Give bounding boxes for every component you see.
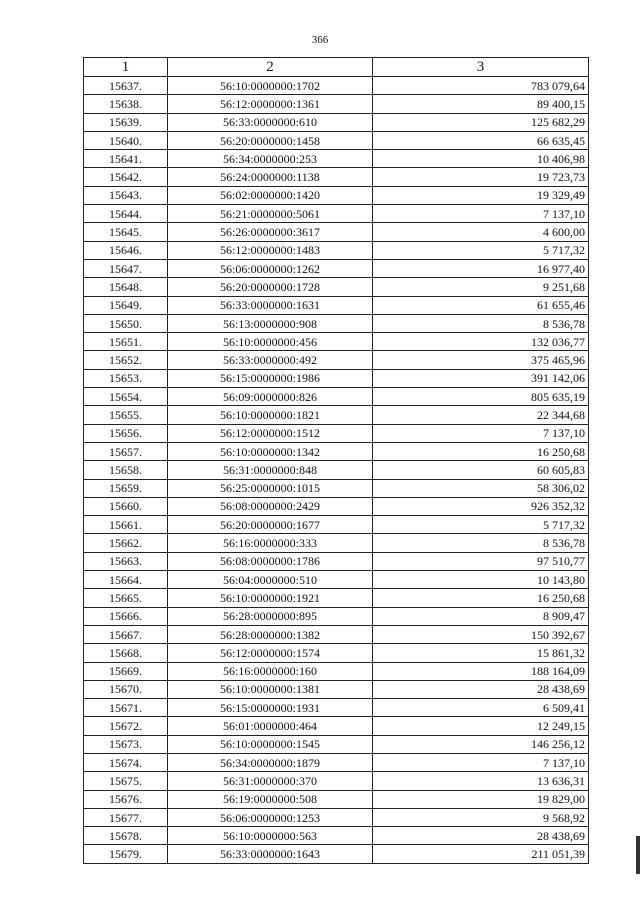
row-number-cell: 15651. bbox=[84, 333, 168, 351]
cadastral-number-cell: 56:02:0000000:1420 bbox=[168, 186, 373, 204]
value-cell: 12 249,15 bbox=[373, 717, 589, 735]
row-number-cell: 15667. bbox=[84, 625, 168, 643]
row-number-cell: 15657. bbox=[84, 442, 168, 460]
value-cell: 66 635,45 bbox=[373, 131, 589, 149]
cadastral-number-cell: 56:19:0000000:508 bbox=[168, 790, 373, 808]
row-number-cell: 15639. bbox=[84, 113, 168, 131]
table-body bbox=[84, 77, 589, 864]
table-row bbox=[84, 662, 589, 680]
row-number-cell: 15673. bbox=[84, 735, 168, 753]
value-cell: 19 329,49 bbox=[373, 186, 589, 204]
value-cell: 28 438,69 bbox=[373, 680, 589, 698]
row-number-cell: 15664. bbox=[84, 571, 168, 589]
value-cell: 5 717,32 bbox=[373, 516, 589, 534]
value-cell: 150 392,67 bbox=[373, 625, 589, 643]
row-number-cell: 15644. bbox=[84, 205, 168, 223]
table-row bbox=[84, 516, 589, 534]
table-row bbox=[84, 95, 589, 113]
cadastral-number-cell: 56:28:0000000:895 bbox=[168, 607, 373, 625]
row-number-cell: 15660. bbox=[84, 497, 168, 515]
cadastral-number-cell: 56:09:0000000:826 bbox=[168, 388, 373, 406]
cadastral-number-cell: 56:12:0000000:1574 bbox=[168, 644, 373, 662]
table-row bbox=[84, 241, 589, 259]
value-cell: 16 250,68 bbox=[373, 442, 589, 460]
value-cell: 16 977,40 bbox=[373, 259, 589, 277]
cadastral-number-cell: 56:16:0000000:160 bbox=[168, 662, 373, 680]
row-number-cell: 15669. bbox=[84, 662, 168, 680]
cadastral-number-cell: 56:34:0000000:253 bbox=[168, 150, 373, 168]
table-row bbox=[84, 808, 589, 826]
cadastral-number-cell: 56:10:0000000:1821 bbox=[168, 406, 373, 424]
value-cell: 6 509,41 bbox=[373, 699, 589, 717]
row-number-cell: 15679. bbox=[84, 845, 168, 863]
row-number-cell: 15648. bbox=[84, 278, 168, 296]
value-cell: 805 635,19 bbox=[373, 388, 589, 406]
cadastral-number-cell: 56:20:0000000:1677 bbox=[168, 516, 373, 534]
row-number-cell: 15663. bbox=[84, 552, 168, 570]
row-number-cell: 15666. bbox=[84, 607, 168, 625]
cadastral-number-cell: 56:04:0000000:510 bbox=[168, 571, 373, 589]
table-row bbox=[84, 77, 589, 95]
table-row bbox=[84, 461, 589, 479]
table-row bbox=[84, 644, 589, 662]
table-row bbox=[84, 186, 589, 204]
header-col-2: 2 bbox=[168, 58, 373, 77]
cadastral-number-cell: 56:15:0000000:1931 bbox=[168, 699, 373, 717]
cadastral-number-cell: 56:10:0000000:1545 bbox=[168, 735, 373, 753]
value-cell: 132 036,77 bbox=[373, 333, 589, 351]
value-cell: 391 142,06 bbox=[373, 369, 589, 387]
value-cell: 188 164,09 bbox=[373, 662, 589, 680]
value-cell: 60 605,83 bbox=[373, 461, 589, 479]
cadastral-number-cell: 56:12:0000000:1483 bbox=[168, 241, 373, 259]
value-cell: 16 250,68 bbox=[373, 589, 589, 607]
row-number-cell: 15654. bbox=[84, 388, 168, 406]
value-cell: 15 861,32 bbox=[373, 644, 589, 662]
cadastral-number-cell: 56:08:0000000:2429 bbox=[168, 497, 373, 515]
cadastral-number-cell: 56:10:0000000:1381 bbox=[168, 680, 373, 698]
table-row bbox=[84, 699, 589, 717]
value-cell: 8 536,78 bbox=[373, 314, 589, 332]
table-row bbox=[84, 571, 589, 589]
table-header bbox=[84, 58, 589, 77]
table-row bbox=[84, 753, 589, 771]
cadastral-number-cell: 56:10:0000000:1702 bbox=[168, 77, 373, 95]
row-number-cell: 15658. bbox=[84, 461, 168, 479]
row-number-cell: 15638. bbox=[84, 95, 168, 113]
table-row bbox=[84, 333, 589, 351]
table-row bbox=[84, 131, 589, 149]
row-number-cell: 15640. bbox=[84, 131, 168, 149]
value-cell: 10 143,80 bbox=[373, 571, 589, 589]
cadastral-number-cell: 56:28:0000000:1382 bbox=[168, 625, 373, 643]
table-row bbox=[84, 406, 589, 424]
row-number-cell: 15678. bbox=[84, 827, 168, 845]
table-row bbox=[84, 717, 589, 735]
row-number-cell: 15655. bbox=[84, 406, 168, 424]
value-cell: 9 251,68 bbox=[373, 278, 589, 296]
value-cell: 19 723,73 bbox=[373, 168, 589, 186]
table-row bbox=[84, 845, 589, 863]
row-number-cell: 15670. bbox=[84, 680, 168, 698]
cadastral-number-cell: 56:33:0000000:1631 bbox=[168, 296, 373, 314]
row-number-cell: 15642. bbox=[84, 168, 168, 186]
row-number-cell: 15641. bbox=[84, 150, 168, 168]
cadastral-number-cell: 56:13:0000000:908 bbox=[168, 314, 373, 332]
value-cell: 5 717,32 bbox=[373, 241, 589, 259]
row-number-cell: 15668. bbox=[84, 644, 168, 662]
cadastral-number-cell: 56:10:0000000:1921 bbox=[168, 589, 373, 607]
value-cell: 8 536,78 bbox=[373, 534, 589, 552]
table-row bbox=[84, 278, 589, 296]
row-number-cell: 15661. bbox=[84, 516, 168, 534]
table-row bbox=[84, 790, 589, 808]
row-number-cell: 15676. bbox=[84, 790, 168, 808]
row-number-cell: 15677. bbox=[84, 808, 168, 826]
cadastral-number-cell: 56:25:0000000:1015 bbox=[168, 479, 373, 497]
page-number: 366 bbox=[311, 34, 329, 46]
value-cell: 58 306,02 bbox=[373, 479, 589, 497]
cadastral-number-cell: 56:33:0000000:610 bbox=[168, 113, 373, 131]
row-number-cell: 15656. bbox=[84, 424, 168, 442]
row-number-cell: 15665. bbox=[84, 589, 168, 607]
cadastral-number-cell: 56:10:0000000:1342 bbox=[168, 442, 373, 460]
table-row bbox=[84, 625, 589, 643]
table-row bbox=[84, 314, 589, 332]
value-cell: 19 829,00 bbox=[373, 790, 589, 808]
table-row bbox=[84, 388, 589, 406]
table-row bbox=[84, 552, 589, 570]
value-cell: 97 510,77 bbox=[373, 552, 589, 570]
row-number-cell: 15652. bbox=[84, 351, 168, 369]
value-cell: 211 051,39 bbox=[373, 845, 589, 863]
cadastral-number-cell: 56:16:0000000:333 bbox=[168, 534, 373, 552]
cadastral-number-cell: 56:20:0000000:1728 bbox=[168, 278, 373, 296]
table-row bbox=[84, 442, 589, 460]
value-cell: 8 909,47 bbox=[373, 607, 589, 625]
table-row bbox=[84, 296, 589, 314]
table-row bbox=[84, 534, 589, 552]
table-row bbox=[84, 735, 589, 753]
table-row bbox=[84, 150, 589, 168]
value-cell: 4 600,00 bbox=[373, 223, 589, 241]
row-number-cell: 15645. bbox=[84, 223, 168, 241]
value-cell: 7 137,10 bbox=[373, 424, 589, 442]
table-row bbox=[84, 223, 589, 241]
value-cell: 375 465,96 bbox=[373, 351, 589, 369]
row-number-cell: 15646. bbox=[84, 241, 168, 259]
header-row bbox=[84, 58, 589, 77]
row-number-cell: 15647. bbox=[84, 259, 168, 277]
value-cell: 926 352,32 bbox=[373, 497, 589, 515]
table-row bbox=[84, 168, 589, 186]
cadastral-number-cell: 56:26:0000000:3617 bbox=[168, 223, 373, 241]
cadastral-number-cell: 56:06:0000000:1262 bbox=[168, 259, 373, 277]
value-cell: 146 256,12 bbox=[373, 735, 589, 753]
value-cell: 61 655,46 bbox=[373, 296, 589, 314]
table-row bbox=[84, 351, 589, 369]
value-cell: 22 344,68 bbox=[373, 406, 589, 424]
cadastral-number-cell: 56:01:0000000:464 bbox=[168, 717, 373, 735]
value-cell: 10 406,98 bbox=[373, 150, 589, 168]
row-number-cell: 15650. bbox=[84, 314, 168, 332]
value-cell: 9 568,92 bbox=[373, 808, 589, 826]
cadastral-number-cell: 56:33:0000000:1643 bbox=[168, 845, 373, 863]
table-row bbox=[84, 205, 589, 223]
cadastral-number-cell: 56:10:0000000:456 bbox=[168, 333, 373, 351]
cadastral-number-cell: 56:24:0000000:1138 bbox=[168, 168, 373, 186]
header-col-1: 1 bbox=[84, 58, 168, 77]
table-row bbox=[84, 259, 589, 277]
table-row bbox=[84, 589, 589, 607]
row-number-cell: 15674. bbox=[84, 753, 168, 771]
row-number-cell: 15659. bbox=[84, 479, 168, 497]
value-cell: 7 137,10 bbox=[373, 753, 589, 771]
value-cell: 28 438,69 bbox=[373, 827, 589, 845]
cadastral-number-cell: 56:15:0000000:1986 bbox=[168, 369, 373, 387]
cadastral-number-cell: 56:33:0000000:492 bbox=[168, 351, 373, 369]
table-row bbox=[84, 607, 589, 625]
register-table bbox=[83, 57, 589, 864]
header-col-3: 3 bbox=[373, 58, 589, 77]
cadastral-number-cell: 56:34:0000000:1879 bbox=[168, 753, 373, 771]
cadastral-number-cell: 56:31:0000000:848 bbox=[168, 461, 373, 479]
table-row bbox=[84, 680, 589, 698]
table-row bbox=[84, 479, 589, 497]
cadastral-number-cell: 56:12:0000000:1512 bbox=[168, 424, 373, 442]
cadastral-number-cell: 56:31:0000000:370 bbox=[168, 772, 373, 790]
value-cell: 7 137,10 bbox=[373, 205, 589, 223]
cadastral-number-cell: 56:06:0000000:1253 bbox=[168, 808, 373, 826]
cadastral-number-cell: 56:20:0000000:1458 bbox=[168, 131, 373, 149]
row-number-cell: 15662. bbox=[84, 534, 168, 552]
row-number-cell: 15649. bbox=[84, 296, 168, 314]
table-row bbox=[84, 827, 589, 845]
row-number-cell: 15643. bbox=[84, 186, 168, 204]
table-row bbox=[84, 113, 589, 131]
row-number-cell: 15637. bbox=[84, 77, 168, 95]
table-row bbox=[84, 369, 589, 387]
row-number-cell: 15675. bbox=[84, 772, 168, 790]
value-cell: 783 079,64 bbox=[373, 77, 589, 95]
value-cell: 89 400,15 bbox=[373, 95, 589, 113]
row-number-cell: 15653. bbox=[84, 369, 168, 387]
row-number-cell: 15672. bbox=[84, 717, 168, 735]
cadastral-number-cell: 56:21:0000000:5061 bbox=[168, 205, 373, 223]
cadastral-number-cell: 56:10:0000000:563 bbox=[168, 827, 373, 845]
table-row bbox=[84, 497, 589, 515]
table-row bbox=[84, 424, 589, 442]
page-edge-mark bbox=[636, 836, 640, 874]
value-cell: 13 636,31 bbox=[373, 772, 589, 790]
cadastral-number-cell: 56:12:0000000:1361 bbox=[168, 95, 373, 113]
cadastral-number-cell: 56:08:0000000:1786 bbox=[168, 552, 373, 570]
row-number-cell: 15671. bbox=[84, 699, 168, 717]
value-cell: 125 682,29 bbox=[373, 113, 589, 131]
table-row bbox=[84, 772, 589, 790]
